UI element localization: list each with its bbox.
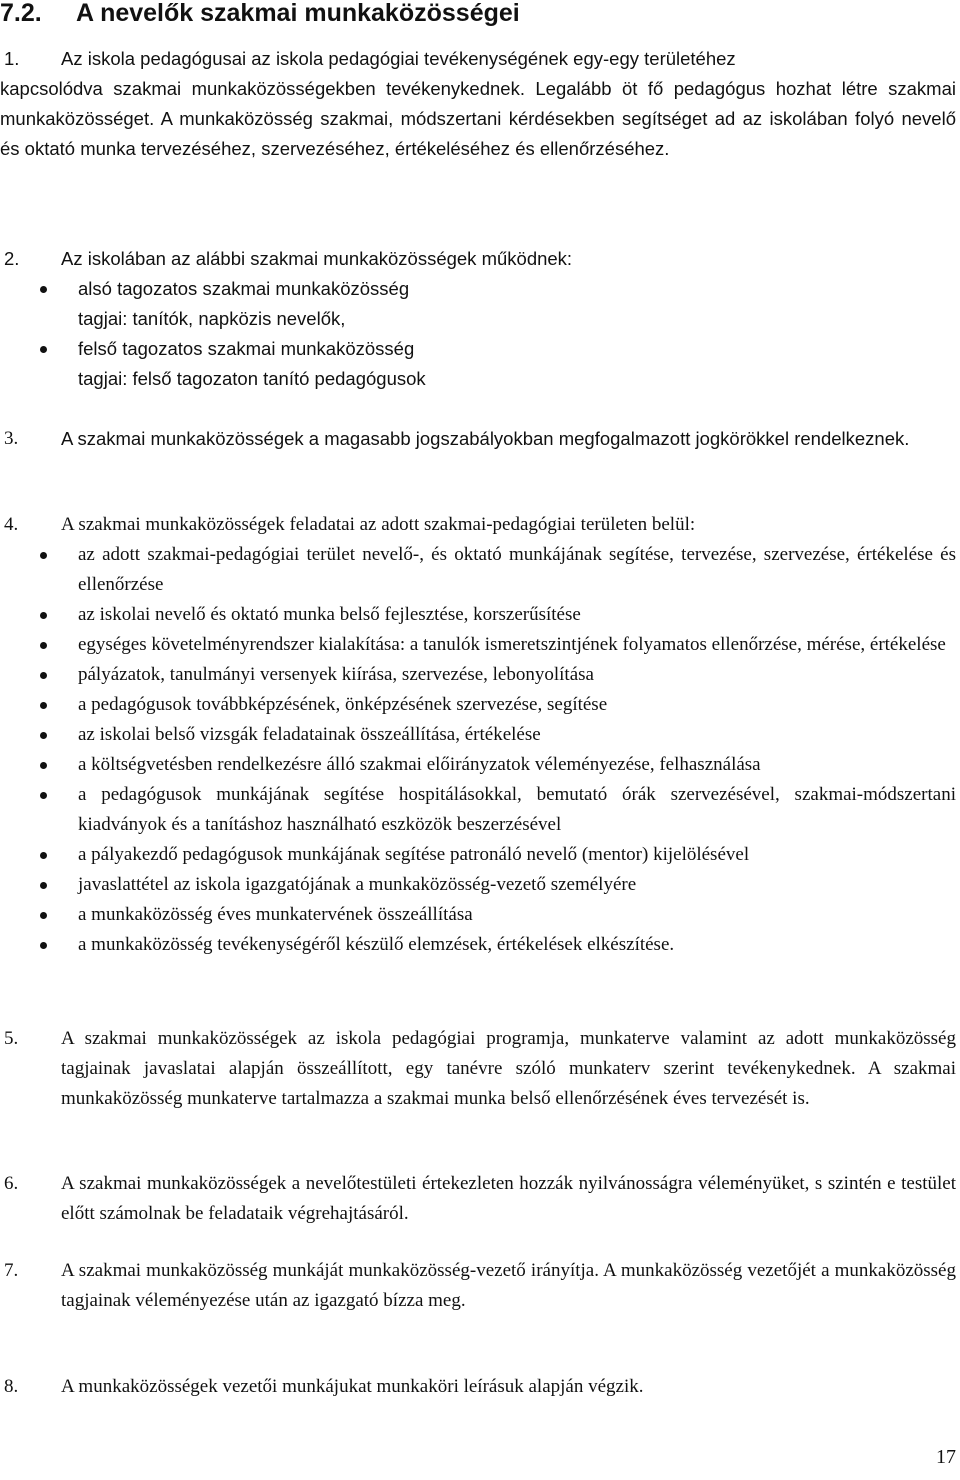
paragraph-1-text: kapcsolódva szakmai munkaközösségekben tevékenykednek. Legalább öt fő pedagógus hozhat létre szakmai munkaközösséget. A munkaközösség szakmai, módszertani kérdésekben segítséget ad az iskolában folyó nevelő és oktató munka tervezéséhez, szervezéséhez, értékeléséhez és ellenőrzéséhez. <box>0 78 956 159</box>
paragraph-6-text: A szakmai munkaközösségek a nevelőtestületi értekezleten hozzák nyilvánosságra véleményüket, s szintén e testület előtt számolnak be feladataik végrehajtásáról. <box>61 1173 956 1224</box>
bullet-icon <box>40 762 47 769</box>
list-item: pályázatok, tanulmányi versenyek kiírása, szervezése, lebonyolítása <box>0 660 956 690</box>
list-item: a munkaközösség tevékenységéről készülő elemzések, értékelések elkészítése. <box>0 930 956 960</box>
paragraph-8 <box>0 1372 956 1402</box>
paragraph-2-intro: Az iskolában az alábbi szakmai munkaközösségek működnek: <box>61 248 573 269</box>
paragraph-2 <box>0 244 956 394</box>
list-item: alsó tagozatos szakmai munkaközösség <box>0 274 956 304</box>
bullet-icon <box>40 346 47 353</box>
bullet-icon <box>40 612 47 619</box>
list-item: a munkaközösség éves munkatervének összeállítása <box>0 900 956 930</box>
paragraph-6 <box>0 1169 956 1229</box>
paragraph-3 <box>0 424 956 454</box>
list-item: az adott szakmai-pedagógiai terület nevelő-, és oktató munkájának segítése, tervezése, szervezése, értékelése és ellenőrzése <box>0 540 956 600</box>
list-item: az iskolai belső vizsgák feladatainak összeállítása, értékelése <box>0 720 956 750</box>
paragraph-number: 6. <box>4 1173 19 1194</box>
list-item: a pedagógusok továbbképzésének, önképzésének szervezése, segítése <box>0 690 956 720</box>
bullet-icon <box>40 792 47 799</box>
paragraph-number: 5. <box>4 1028 19 1049</box>
bullet-icon <box>40 912 47 919</box>
working-groups-list <box>0 274 956 394</box>
list-item: a pedagógusok munkájának segítése hospitálásokkal, bemutató órák szervezésével, szakmai-módszertani kiadványok és a tanításhoz használható eszközök beszerzésével <box>0 780 956 840</box>
list-item: az iskolai nevelő és oktató munka belső fejlesztése, korszerűsítése <box>0 600 956 630</box>
list-item-continuation: tagjai: tanítók, napközis nevelők, <box>78 308 346 329</box>
section-number: 7.2. <box>0 0 42 27</box>
bullet-icon <box>40 286 47 293</box>
bullet-icon <box>40 852 47 859</box>
bullet-icon <box>40 702 47 709</box>
list-item: javaslattétel az iskola igazgatójának a munkaközösség-vezető személyére <box>0 870 956 900</box>
paragraph-number: 3. <box>4 428 19 449</box>
paragraph-7 <box>0 1256 956 1316</box>
paragraph-1-line-1: Az iskola pedagógusai az iskola pedagógiai tevékenységének egy-egy területéhez <box>61 48 736 69</box>
paragraph-number: 1. <box>4 48 20 69</box>
list-item: felső tagozatos szakmai munkaközösség <box>0 334 956 364</box>
list-item: a költségvetésben rendelkezésre álló szakmai előirányzatok véleményezése, felhasználása <box>0 750 956 780</box>
paragraph-3-text: A szakmai munkaközösségek a magasabb jogszabályokban megfogalmazott jogkörökkel rendelkeznek. <box>61 428 910 449</box>
list-item-continuation: tagjai: felső tagozaton tanító pedagógusok <box>78 368 426 389</box>
paragraph-8-text: A munkaközösségek vezetői munkájukat munkaköri leírásuk alapján végzik. <box>61 1376 644 1397</box>
list-item: a pályakezdő pedagógusok munkájának segítése patronáló nevelő (mentor) kijelölésével <box>0 840 956 870</box>
paragraph-number: 8. <box>4 1376 19 1397</box>
paragraph-1 <box>0 44 956 164</box>
paragraph-4 <box>0 510 956 960</box>
bullet-icon <box>40 882 47 889</box>
section-heading <box>0 0 520 30</box>
page-number: 17 <box>936 1446 956 1468</box>
paragraph-5 <box>0 1024 956 1114</box>
bullet-icon <box>40 732 47 739</box>
paragraph-7-text: A szakmai munkaközösség munkáját munkaközösség-vezető irányítja. A munkaközösség vezetőjét a munkaközösség tagjainak véleményezése után az igazgató bízza meg. <box>61 1260 956 1311</box>
tasks-list <box>0 540 956 960</box>
section-title: A nevelők szakmai munkaközösségei <box>76 0 520 27</box>
bullet-icon <box>40 942 47 949</box>
paragraph-number: 2. <box>4 248 20 269</box>
paragraph-4-intro: A szakmai munkaközösségek feladatai az adott szakmai-pedagógiai területen belül: <box>61 514 696 535</box>
paragraph-number: 7. <box>4 1260 19 1281</box>
bullet-icon <box>40 552 47 559</box>
paragraph-5-text: A szakmai munkaközösségek az iskola pedagógiai programja, munkaterve valamint az adott munkaközösség tagjainak javaslatai alapján összeállított, egy tanévre szóló munkaterv szerint tevékenykednek. A szakmai munkaközösség munkaterve tartalmazza a szakmai munka belső ellenőrzésének éves tervezését is. <box>61 1028 956 1109</box>
bullet-icon <box>40 672 47 679</box>
list-item: egységes követelményrendszer kialakítása: a tanulók ismeretszintjének folyamatos ellenőrzése, mérése, értékelése <box>0 630 956 660</box>
bullet-icon <box>40 642 47 649</box>
paragraph-number: 4. <box>4 514 19 535</box>
